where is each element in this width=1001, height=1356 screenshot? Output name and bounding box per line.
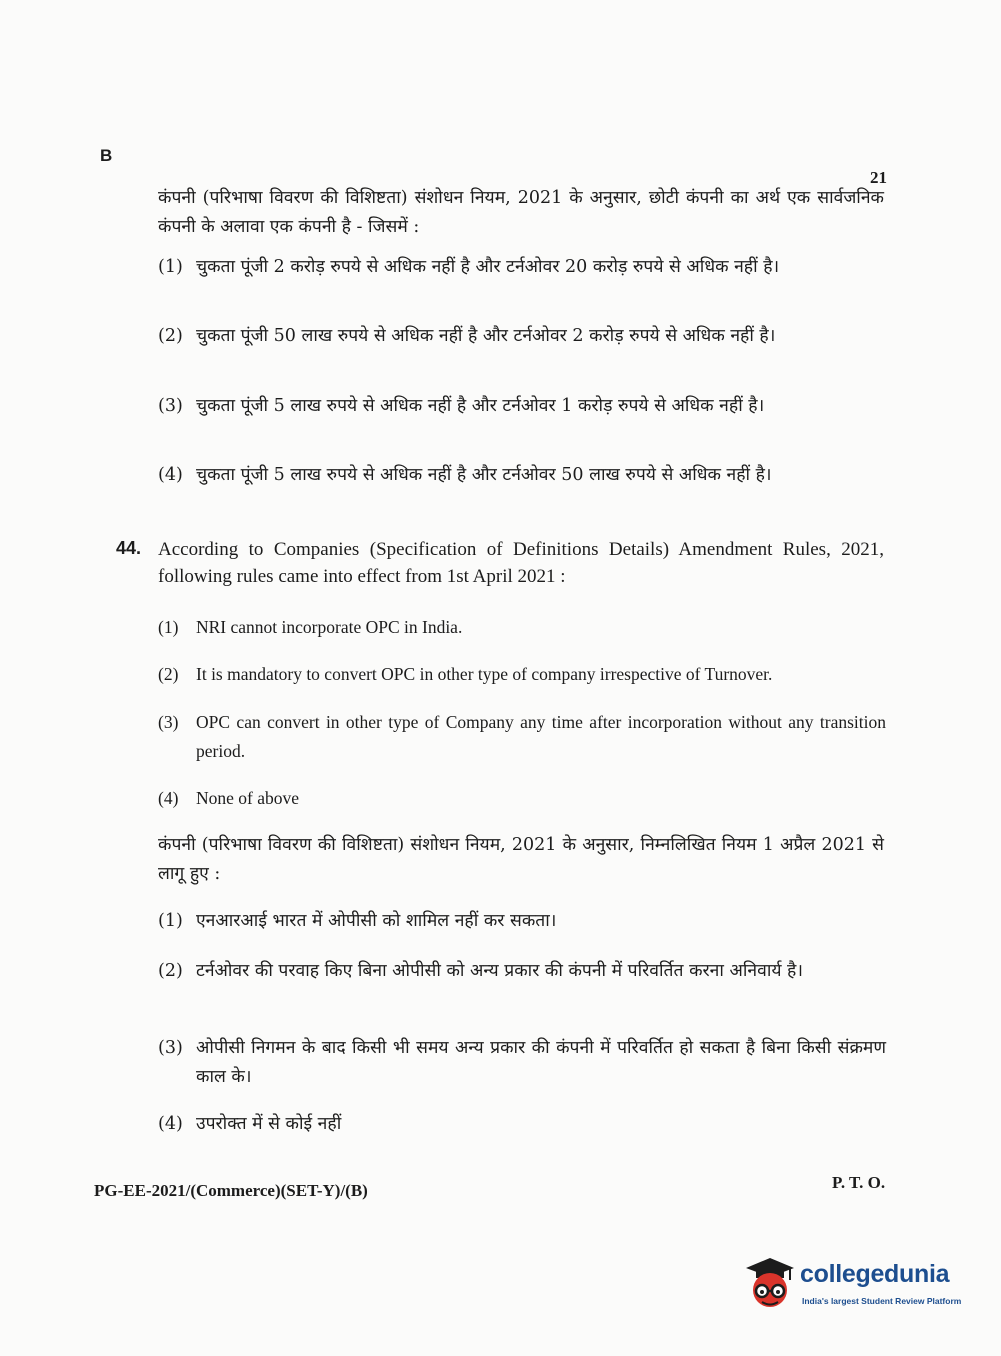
option-number: (4)	[158, 465, 183, 485]
page-number: 21	[870, 168, 887, 187]
option-number: (4)	[158, 1114, 183, 1134]
option-number: (1)	[158, 911, 183, 931]
q44-hi-option-3	[158, 1034, 886, 1092]
set-letter: B	[100, 146, 113, 165]
pto-label: P. T. O.	[832, 1173, 886, 1192]
q43-hindi-stem: कंपनी (परिभाषा विवरण की विशिष्टता) संशोधन नियम, 2021 के अनुसार, छोटी कंपनी का अर्थ एक सार्वजनिक कंपनी के अलावा एक कंपनी है - जिसमें :	[158, 188, 884, 237]
option-text: OPC can convert in other type of Company any time after incorporation without any transition period.	[196, 712, 886, 761]
q44-en-option-1	[158, 613, 886, 642]
option-text: एनआरआई भारत में ओपीसी को शामिल नहीं कर सकता।	[196, 911, 557, 931]
option-text: टर्नओवर की परवाह किए बिना ओपीसी को अन्य प्रकार की कंपनी में परिवर्तित करना अनिवार्य है।	[196, 961, 803, 981]
q44-hindi-stem: कंपनी (परिभाषा विवरण की विशिष्टता) संशोधन नियम, 2021 के अनुसार, निम्नलिखित नियम 1 अप्रैल 2021 से लागू हुए :	[158, 835, 884, 884]
brand-name: collegedunia	[800, 1260, 950, 1288]
q44-hi-option-4	[158, 1110, 886, 1139]
paper-code: PG-EE-2021/(Commerce)(SET-Y)/(B)	[94, 1181, 368, 1200]
q43-option-2	[158, 322, 886, 351]
q43-option-1	[158, 253, 886, 282]
brand-tagline: India's largest Student Review Platform	[802, 1296, 962, 1306]
option-text: उपरोक्त में से कोई नहीं	[196, 1114, 342, 1134]
option-text: ओपीसी निगमन के बाद किसी भी समय अन्य प्रकार की कंपनी में परिवर्तित हो सकता है बिना किसी संक्रमण काल के।	[196, 1038, 886, 1087]
mascot-icon	[740, 1250, 798, 1312]
option-number: (3)	[158, 712, 179, 732]
q44-english-stem: According to Companies (Specification of Definitions Details) Amendment Rules, 2021, following rules came into effect from 1st April 2021 :	[158, 539, 884, 587]
collegedunia-logo	[740, 1248, 970, 1318]
option-number: (3)	[158, 1038, 183, 1058]
q44-en-option-4	[158, 784, 886, 813]
option-number: (1)	[158, 257, 183, 277]
option-text: चुकता पूंजी 5 लाख रुपये से अधिक नहीं है और टर्नओवर 50 लाख रुपये से अधिक नहीं है।	[196, 465, 772, 485]
option-text: चुकता पूंजी 5 लाख रुपये से अधिक नहीं है और टर्नओवर 1 करोड़ रुपये से अधिक नहीं है।	[196, 396, 765, 416]
option-number: (4)	[158, 788, 179, 808]
option-text: चुकता पूंजी 50 लाख रुपये से अधिक नहीं है और टर्नओवर 2 करोड़ रुपये से अधिक नहीं है।	[196, 326, 776, 346]
q43-option-3	[158, 392, 886, 421]
q44-en-option-2	[158, 660, 886, 689]
q44-hi-option-2	[158, 957, 886, 986]
question-number: 44.	[116, 538, 142, 558]
option-number: (2)	[158, 326, 183, 346]
option-number: (1)	[158, 617, 179, 637]
option-text: NRI cannot incorporate OPC in India.	[196, 617, 463, 637]
q44-en-option-3	[158, 708, 886, 766]
option-text: None of above	[196, 788, 300, 808]
option-text: चुकता पूंजी 2 करोड़ रुपये से अधिक नहीं है और टर्नओवर 20 करोड़ रुपये से अधिक नहीं है।	[196, 257, 780, 277]
option-number: (2)	[158, 664, 179, 684]
option-number: (3)	[158, 396, 183, 416]
option-number: (2)	[158, 961, 183, 981]
q43-option-4	[158, 461, 886, 490]
q44-hi-option-1	[158, 907, 886, 936]
option-text: It is mandatory to convert OPC in other type of company irrespective of Turnover.	[196, 664, 773, 684]
